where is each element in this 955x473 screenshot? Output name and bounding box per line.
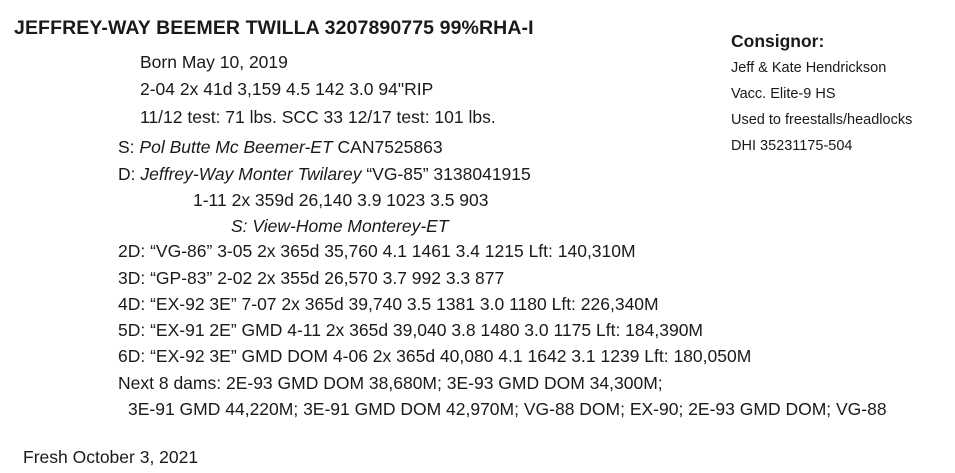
sire-prefix: S: (118, 137, 135, 157)
dam-sire-name: View-Home Monterey-ET (252, 216, 449, 236)
next-dams-line-1: Next 8 dams: 2E-93 GMD DOM 38,680M; 3E-93 GMD DOM 34,300M; (118, 373, 663, 393)
dam-record: 1-11 2x 359d 26,140 3.9 1023 3.5 903 (193, 190, 489, 210)
dam-2d-line: 2D: “VG-86” 3-05 2x 365d 35,760 4.1 1461 3.4 1215 Lft: 140,310M (118, 241, 636, 261)
consignor-vaccination: Vacc. Elite-9 HS (731, 86, 836, 102)
dam-classification: “VG-85” 3138041915 (366, 164, 531, 184)
test-results: 11/12 test: 71 lbs. SCC 33 12/17 test: 101 lbs. (140, 107, 496, 127)
consignor-dhi-number: DHI 35231175-504 (731, 138, 853, 154)
animal-title: JEFFREY-WAY BEEMER TWILLA 3207890775 99%RHA-I (14, 17, 534, 39)
dam-name: Jeffrey-Way Monter Twilarey (140, 164, 362, 184)
fresh-date: Fresh October 3, 2021 (23, 447, 199, 467)
dam-4d-line: 4D: “EX-92 3E” 7-07 2x 365d 39,740 3.5 1381 3.0 1180 Lft: 226,340M (118, 294, 659, 314)
sire-name: Pol Butte Mc Beemer-ET (139, 137, 333, 157)
dam-6d-line: 6D: “EX-92 3E” GMD DOM 4-06 2x 365d 40,080 4.1 1642 3.1 1239 Lft: 180,050M (118, 346, 752, 366)
sire-line (118, 137, 443, 158)
dam-5d-line: 5D: “EX-91 2E” GMD 4-11 2x 365d 39,040 3.8 1480 3.0 1175 Lft: 184,390M (118, 320, 704, 340)
consignor-housing-note: Used to freestalls/headlocks (731, 112, 913, 128)
dam-sire-line (231, 216, 449, 237)
consignor-name: Jeff & Kate Hendrickson (731, 60, 887, 76)
consignor-heading: Consignor: (731, 31, 825, 51)
sire-registration: CAN7525863 (337, 137, 443, 157)
dam-line (118, 164, 531, 185)
dam-sire-prefix: S: (231, 216, 248, 236)
next-dams-line-2: 3E-91 GMD 44,220M; 3E-91 GMD DOM 42,970M; VG-88 DOM; EX-90; 2E-93 GMD DOM; VG-88 (128, 399, 887, 419)
dam-3d-line: 3D: “GP-83” 2-02 2x 355d 26,570 3.7 992 3.3 877 (118, 268, 505, 288)
birth-date: Born May 10, 2019 (140, 52, 288, 72)
production-record: 2-04 2x 41d 3,159 4.5 142 3.0 94"RIP (140, 79, 434, 99)
dam-prefix: D: (118, 164, 136, 184)
